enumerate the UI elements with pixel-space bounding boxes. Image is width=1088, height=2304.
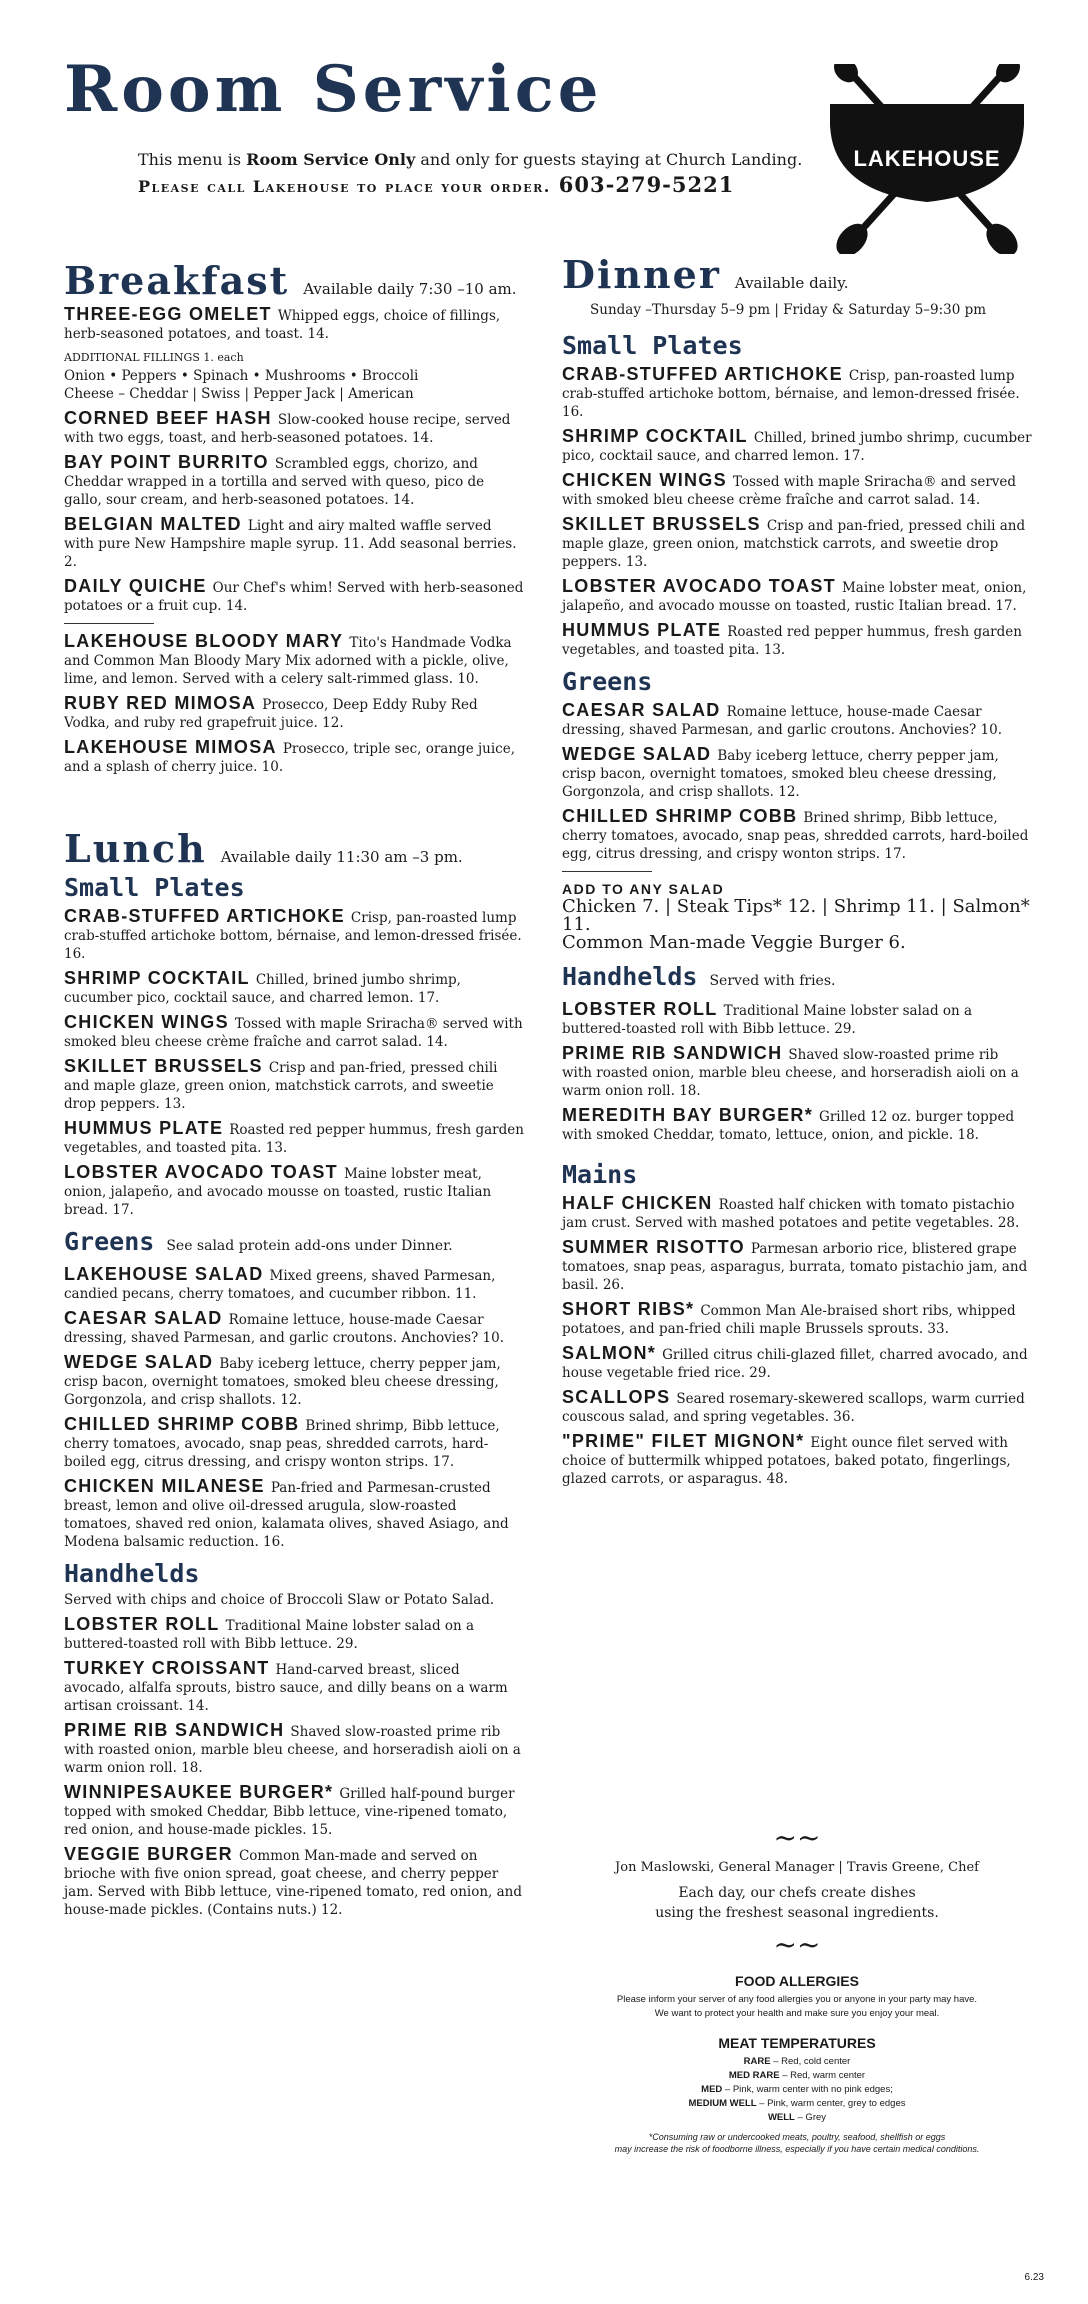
temp-desc: – Pink, warm center, grey to edges <box>756 2098 906 2109</box>
lunch-small-plates-title: Small Plates <box>64 873 245 902</box>
menu-item <box>64 515 524 571</box>
item-name: CRAB-STUFFED ARTICHOKE <box>562 364 843 384</box>
item-desc: Crisp, pan-roasted lump crab-stuffed artichoke bottom, bérnaise, and lemon-dressed frisée. 16. <box>64 910 522 962</box>
menu-item <box>64 409 524 447</box>
item-name: LAKEHOUSE SALAD <box>64 1264 264 1284</box>
item-desc: Brined shrimp, Bibb lettuce, cherry tomatoes, avocado, snap peas, shredded carrots, hard-boiled egg, citrus dressing, and crispy wonton strips. 17. <box>562 810 1029 862</box>
item-desc: Traditional Maine lobster salad on a buttered-toasted roll with Bibb lettuce. 29. <box>64 1618 475 1652</box>
item-desc: Baby iceberg lettuce, cherry pepper jam, crisp bacon, overnight tomatoes, smoked bleu cheese dressing, Gorgonzola, and crisp shallots. 12. <box>64 1356 501 1408</box>
item-desc: Crisp and pan-fried, pressed chili and maple glaze, green onion, matchstick carrots, and sweetie drop peppers. 13. <box>562 518 1026 570</box>
item-name: RUBY RED MIMOSA <box>64 693 257 713</box>
menu-item <box>64 1265 524 1303</box>
item-name: SUMMER RISOTTO <box>562 1237 745 1257</box>
temp-label: WELL <box>767 2112 795 2123</box>
intro-bold: Room Service Only <box>246 150 416 169</box>
item-desc: Mixed greens, shaved Parmesan, candied pecans, cherry tomatoes, and cucumber ribbon. 11. <box>64 1268 496 1302</box>
item-name: SCALLOPS <box>562 1387 671 1407</box>
item-desc: Slow-cooked house recipe, served with two eggs, toast, and herb-seasoned potatoes. 14. <box>64 412 511 446</box>
item-desc: Shaved slow-roasted prime rib with roasted onion, marble bleu cheese, and horseradish aioli on a warm onion roll. 18. <box>562 1047 1019 1099</box>
item-name: LOBSTER AVOCADO TOAST <box>562 576 836 596</box>
item-name: PRIME RIB SANDWICH <box>64 1720 285 1740</box>
allergies-line: We want to protect your health and make sure you enjoy your meal. <box>654 2008 940 2019</box>
menu-item <box>562 745 1032 801</box>
item-name: HUMMUS PLATE <box>562 620 722 640</box>
lunch-title: Lunch <box>64 826 207 871</box>
menu-item <box>64 1721 524 1777</box>
dinner-greens-title: Greens <box>562 667 653 696</box>
temp-desc: – Pink, warm center with no pink edges; <box>722 2084 893 2095</box>
wave-divider: ~~ <box>773 1821 821 1854</box>
temp-row <box>562 2083 1032 2097</box>
disclaimer-line: *Consuming raw or undercooked meats, poultry, seafood, shellfish or eggs <box>648 2132 946 2142</box>
handhelds-note: Served with chips and choice of Broccoli Slaw or Potato Salad. <box>64 1592 495 1608</box>
divider <box>562 871 652 872</box>
menu-item <box>64 305 524 343</box>
dinner-hours: Sunday –Thursday 5–9 pm | Friday & Saturday 5–9:30 pm <box>590 302 987 318</box>
tagline-line: using the freshest seasonal ingredients. <box>655 1905 939 1921</box>
menu-item <box>64 1615 524 1653</box>
lunch-handhelds-title: Handhelds <box>64 1559 200 1588</box>
menu-item <box>562 621 1032 659</box>
item-name: MEREDITH BAY BURGER* <box>562 1105 814 1125</box>
menu-item <box>562 1300 1032 1338</box>
item-name: VEGGIE BURGER <box>64 1844 233 1864</box>
lunch-greens-heading <box>64 1225 524 1263</box>
item-desc: Grilled half-pound burger topped with smoked Cheddar, Bibb lettuce, vine-ripened tomato, red onion, and house-made pickles. 15. <box>64 1786 515 1838</box>
footer <box>562 1821 1032 2155</box>
item-desc: Common Man-made and served on brioche with five onion spread, goat cheese, and cherry pepper jam. Served with Bibb lettuce, vine-ripened tomato, red onion, and house-made pickles. (Contains nuts.) 12. <box>64 1848 522 1918</box>
item-desc: Whipped eggs, choice of fillings, herb-seasoned potatoes, and toast. 14. <box>64 308 501 342</box>
menu-item <box>64 969 524 1007</box>
menu-item <box>64 1163 524 1219</box>
menu-item <box>64 1013 524 1051</box>
allergies-title: FOOD ALLERGIES <box>735 1973 859 1989</box>
addons-line: Chicken 7. | Steak Tips* 12. | Shrimp 11. | Salmon* 11. <box>562 896 1030 935</box>
item-name: SHRIMP COCKTAIL <box>562 426 748 446</box>
item-desc: Crisp, pan-roasted lump crab-stuffed artichoke bottom, bérnaise, and lemon-dressed frisée. 16. <box>562 368 1020 420</box>
dinner-handhelds-title: Handhelds <box>562 962 698 991</box>
item-desc: Parmesan arborio rice, blistered grape tomatoes, snap peas, asparagus, burrata, tomato pistachio jam, and basil. 26. <box>562 1241 1028 1293</box>
menu-item <box>562 1432 1032 1488</box>
staff-line: Jon Maslowski, General Manager | Travis Greene, Chef <box>615 1860 979 1875</box>
addons-line: Common Man-made Veggie Burger 6. <box>562 932 906 953</box>
item-desc: Romaine lettuce, house-made Caesar dressing, shaved Parmesan, and garlic croutons. Anchovies? 10. <box>562 704 1003 738</box>
item-desc: Our Chef's whim! Served with herb-seasoned potatoes or a fruit cup. 14. <box>64 580 524 614</box>
page-title: Room Service <box>64 52 603 127</box>
intro-post: and only for guests staying at Church Landing. <box>415 150 803 169</box>
dinner-mains-title: Mains <box>562 1160 638 1189</box>
item-name: CORNED BEEF HASH <box>64 408 272 428</box>
item-desc: Brined shrimp, Bibb lettuce, cherry tomatoes, avocado, snap peas, shredded carrots, hard-boiled egg, citrus dressing, and crispy wonton strips. 17. <box>64 1418 500 1470</box>
menu-item <box>64 1119 524 1157</box>
menu-item <box>64 1477 524 1551</box>
item-name: LAKEHOUSE MIMOSA <box>64 737 277 757</box>
item-name: CHICKEN WINGS <box>64 1012 229 1032</box>
tagline <box>562 1883 1032 1923</box>
menu-item <box>64 577 524 615</box>
call-text: Please call Lakehouse to place your order. <box>138 177 551 196</box>
item-name: DAILY QUICHE <box>64 576 207 596</box>
menu-item <box>562 427 1032 465</box>
item-name: WEDGE SALAD <box>562 744 712 764</box>
item-desc: Maine lobster meat, onion, jalapeño, and avocado mousse on toasted, rustic Italian bread. 17. <box>562 580 1027 614</box>
menu-item <box>562 1344 1032 1382</box>
item-desc: Roasted red pepper hummus, fresh garden vegetables, and toasted pita. 13. <box>562 624 1022 658</box>
temps-title: MEAT TEMPERATURES <box>718 2035 876 2051</box>
greens-note: See salad protein add-ons under Dinner. <box>166 1238 453 1254</box>
logo-text: LAKEHOUSE <box>853 146 1001 171</box>
item-desc: Tossed with maple Sriracha® and served with smoked bleu cheese crème fraîche and carrot salad. 14. <box>562 474 1017 508</box>
temp-desc: – Grey <box>794 2112 827 2123</box>
fillings-line: Cheese – Cheddar | Swiss | Pepper Jack | American <box>64 386 414 402</box>
item-desc: Traditional Maine lobster salad on a buttered-toasted roll with Bibb lettuce. 29. <box>562 1003 973 1037</box>
intro-text <box>138 148 802 172</box>
dinner-availability: Available daily. <box>734 274 849 292</box>
allergies-line: Please inform your server of any food allergies you or anyone in your party may have. <box>616 1994 978 2005</box>
item-name: PRIME RIB SANDWICH <box>562 1043 783 1063</box>
menu-item <box>64 1415 524 1471</box>
menu-item <box>562 471 1032 509</box>
item-desc: Maine lobster meat, onion, jalapeño, and avocado mousse on toasted, rustic Italian bread. 17. <box>64 1166 492 1218</box>
fillings-label: ADDITIONAL FILLINGS 1. each <box>64 351 244 364</box>
right-column <box>562 252 1032 1494</box>
menu-item <box>64 1057 524 1113</box>
temp-label: RARE <box>743 2056 771 2067</box>
item-name: WEDGE SALAD <box>64 1352 214 1372</box>
item-desc: Light and airy malted waffle served with pure New Hampshire maple syrup. 11. Add seasonal berries. 2. <box>64 518 517 570</box>
temp-label: MEDIUM WELL <box>688 2098 757 2109</box>
menu-item <box>64 453 524 509</box>
item-name: SHRIMP COCKTAIL <box>64 968 250 988</box>
lakehouse-logo <box>822 64 1032 254</box>
item-name: "PRIME" FILET MIGNON* <box>562 1431 805 1451</box>
breakfast-availability: Available daily 7:30 –10 am. <box>303 280 517 298</box>
item-desc: Tito's Handmade Vodka and Common Man Bloody Mary Mix adorned with a pickle, olive, lime, and lemon. Served with a celery salt-rimmed glass. 10. <box>64 635 512 687</box>
item-name: THREE-EGG OMELET <box>64 304 272 324</box>
temp-row <box>562 2069 1032 2083</box>
menu-item <box>562 807 1032 863</box>
menu-item <box>64 1309 524 1347</box>
menu-item <box>562 577 1032 615</box>
header <box>0 0 1088 250</box>
menu-item <box>562 1194 1032 1232</box>
temp-label: MED <box>701 2084 723 2095</box>
lunch-greens-title: Greens <box>64 1227 155 1256</box>
breakfast-title: Breakfast <box>64 258 290 303</box>
menu-item <box>562 1388 1032 1426</box>
item-desc: Chilled, brined jumbo shrimp, cucumber pico, cocktail sauce, and charred lemon. 17. <box>64 972 461 1006</box>
item-desc: Grilled citrus chili-glazed fillet, charred avocado, and house vegetable fried rice. 29. <box>562 1347 1028 1381</box>
menu-item <box>562 701 1032 739</box>
menu-item <box>64 1659 524 1715</box>
item-name: SHORT RIBS* <box>562 1299 695 1319</box>
left-column <box>64 258 524 1925</box>
menu-item <box>562 1238 1032 1294</box>
item-name: WINNIPESAUKEE BURGER* <box>64 1782 334 1802</box>
item-name: HALF CHICKEN <box>562 1193 713 1213</box>
lunch-availability: Available daily 11:30 am –3 pm. <box>220 848 463 866</box>
menu-item <box>64 907 524 963</box>
item-desc: Common Man Ale-braised short ribs, whipped potatoes, and pan-fried chili maple Brussels sprouts. 33. <box>562 1303 1016 1337</box>
item-name: HUMMUS PLATE <box>64 1118 224 1138</box>
intro-pre: This menu is <box>138 150 247 169</box>
dinner-heading <box>562 252 1032 297</box>
item-desc: Scrambled eggs, chorizo, and Cheddar wrapped in a tortilla and served with queso, pico de gallo, sour cream, and herb-seasoned potatoes. 14. <box>64 456 485 508</box>
item-name: LOBSTER ROLL <box>562 999 718 1019</box>
drink-item <box>64 738 524 776</box>
item-name: BAY POINT BURRITO <box>64 452 269 472</box>
menu-item <box>562 1106 1032 1144</box>
item-desc: Prosecco, Deep Eddy Ruby Red Vodka, and ruby red grapefruit juice. 12. <box>64 697 478 731</box>
item-name: CHICKEN MILANESE <box>64 1476 265 1496</box>
item-name: CHICKEN WINGS <box>562 470 727 490</box>
addons-title: ADD TO ANY SALAD <box>562 881 725 897</box>
item-desc: Chilled, brined jumbo shrimp, cucumber pico, cocktail sauce, and charred lemon. 17. <box>562 430 1032 464</box>
breakfast-heading <box>64 258 524 303</box>
disclaimer-line: may increase the risk of foodborne illness, especially if you have certain medical conditions. <box>614 2144 980 2154</box>
item-desc: Pan-fried and Parmesan-crusted breast, lemon and olive oil-dressed arugula, slow-roasted tomatoes, shaved red onion, kalamata olives, shaved Asiago, and Modena balsamic reduction. 16. <box>64 1480 509 1550</box>
handhelds-note: Served with fries. <box>709 973 836 989</box>
menu-item <box>562 1000 1032 1038</box>
drink-item <box>64 694 524 732</box>
fillings-line: Onion • Peppers • Spinach • Mushrooms • Broccoli <box>64 368 419 384</box>
item-name: TURKEY CROISSANT <box>64 1658 270 1678</box>
item-desc: Romaine lettuce, house-made Caesar dressing, shaved Parmesan, and garlic croutons. Anchovies? 10. <box>64 1312 505 1346</box>
menu-item <box>562 365 1032 421</box>
temp-label: MED RARE <box>728 2070 780 2081</box>
item-desc: Roasted red pepper hummus, fresh garden vegetables, and toasted pita. 13. <box>64 1122 524 1156</box>
item-name: SALMON* <box>562 1343 657 1363</box>
divider <box>64 623 154 624</box>
item-name: CHILLED SHRIMP COBB <box>64 1414 300 1434</box>
lunch-heading <box>64 826 524 871</box>
dinner-small-plates-title: Small Plates <box>562 331 743 360</box>
version-code: 6.23 <box>1024 2272 1044 2283</box>
item-name: SKILLET BRUSSELS <box>64 1056 263 1076</box>
item-desc: Baby iceberg lettuce, cherry pepper jam, crisp bacon, overnight tomatoes, smoked bleu cheese dressing, Gorgonzola, and crisp shallots. 12. <box>562 748 999 800</box>
menu-item <box>64 1783 524 1839</box>
temp-row <box>562 2055 1032 2069</box>
disclaimer <box>562 2131 1032 2155</box>
item-name: LAKEHOUSE BLOODY MARY <box>64 631 344 651</box>
item-name: CAESAR SALAD <box>64 1308 223 1328</box>
item-desc: Shaved slow-roasted prime rib with roasted onion, marble bleu cheese, and horseradish aioli on a warm onion roll. 18. <box>64 1724 521 1776</box>
item-desc: Crisp and pan-fried, pressed chili and maple glaze, green onion, matchstick carrots, and sweetie drop peppers. 13. <box>64 1060 498 1112</box>
item-desc: Seared rosemary-skewered scallops, warm curried couscous salad, and spring vegetables. 36. <box>562 1391 1025 1425</box>
item-name: SKILLET BRUSSELS <box>562 514 761 534</box>
item-name: CRAB-STUFFED ARTICHOKE <box>64 906 345 926</box>
menu-item <box>64 1353 524 1409</box>
item-name: LOBSTER ROLL <box>64 1614 220 1634</box>
call-line <box>138 172 734 197</box>
tagline-line: Each day, our chefs create dishes <box>678 1885 916 1901</box>
item-desc: Prosecco, triple sec, orange juice, and a splash of cherry juice. 10. <box>64 741 516 775</box>
item-desc: Roasted half chicken with tomato pistachio jam crust. Served with mashed potatoes and petite vegetables. 28. <box>562 1197 1020 1231</box>
dinner-title: Dinner <box>562 252 721 297</box>
menu-item <box>64 1845 524 1919</box>
item-desc: Grilled 12 oz. burger topped with smoked Cheddar, tomato, lettuce, onion, and pickle. 18. <box>562 1109 1015 1143</box>
item-name: LOBSTER AVOCADO TOAST <box>64 1162 338 1182</box>
temp-row <box>562 2097 1032 2111</box>
menu-item <box>562 515 1032 571</box>
item-name: CHILLED SHRIMP COBB <box>562 806 798 826</box>
temp-desc: – Red, warm center <box>779 2070 866 2081</box>
item-name: BELGIAN MALTED <box>64 514 242 534</box>
wave-divider: ~~ <box>773 1928 821 1961</box>
phone-number: 603-279-5221 <box>558 172 735 197</box>
item-desc: Hand-carved breast, sliced avocado, alfalfa sprouts, bistro sauce, and dilly beans on a warm artisan croissant. 14. <box>64 1662 508 1714</box>
item-desc: Tossed with maple Sriracha® served with smoked bleu cheese crème fraîche and carrot salad. 14. <box>64 1016 523 1050</box>
item-name: CAESAR SALAD <box>562 700 721 720</box>
temp-desc: – Red, cold center <box>770 2056 851 2067</box>
temp-row <box>562 2111 1032 2125</box>
drink-item <box>64 632 524 688</box>
dinner-handhelds-heading <box>562 960 1032 998</box>
menu-item <box>562 1044 1032 1100</box>
item-desc: Eight ounce filet served with choice of buttermilk whipped potatoes, baked potato, fingerlings, glazed carrots, or asparagus. 48. <box>562 1435 1011 1487</box>
